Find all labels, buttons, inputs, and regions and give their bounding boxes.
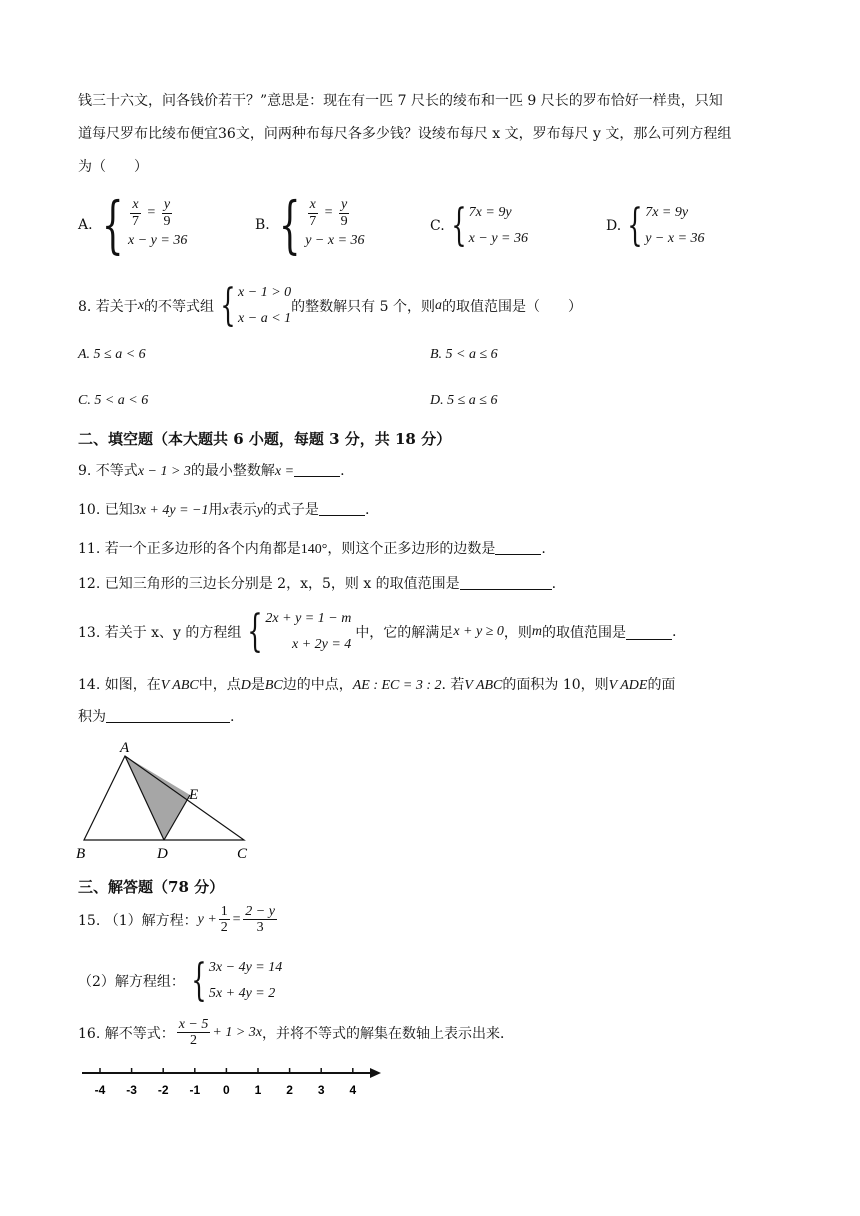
section-2-title: 二、填空题（本大题共 6 小题，每题 3 分，共 18 分） [78,430,452,448]
q12: 12. 已知三角形的三边长分别是 2，x，5，则 x 的取值范围是 . [78,576,557,592]
tick-label: -1 [189,1083,201,1097]
tick-label: 1 [254,1083,262,1097]
intro-line-2: 道每尺罗布比绫布便宜36文，问两种布每尺各多少钱？设绫布每尺 x 文，罗布每尺 y 文，那么可列方程组 [78,126,732,142]
tick-label: 3 [317,1083,325,1097]
label-a: A [120,740,130,756]
inequality-system: { x − 1 > 0 x − a < 1 [220,280,292,331]
q8-stem: 8. 若关于 x 的不等式组 { x − 1 > 0 x − a < 1 的整数解只有 5 个，则 a 的取值范围是（ ） [78,280,582,331]
equation-system: { 7x = 9y x − y = 36 [450,200,528,251]
answer-blank[interactable] [319,501,365,516]
arrow-head-icon [370,1068,381,1078]
equation-system: { $\frac{x}{7}$ = $\frac{y}{9}$ y − x = 36 [278,188,365,261]
equation-system: { 2x + y = 1 − m x + 2y = 4 [247,606,352,657]
q7-option-c[interactable]: C. { 7x = 9y x − y = 36 [430,200,528,251]
answer-blank[interactable] [495,540,541,555]
equation-system: { 7x = 9y y − x = 36 [627,200,705,251]
q8-option-b[interactable]: B. 5 < a ≤ 6 [430,347,498,362]
triangle-figure [70,735,260,865]
tick-label: -3 [126,1083,137,1097]
q15-part-2: （2）解方程组： { 3x − 4y = 14 5x + 4y = 2 [78,955,283,1006]
q14-line-2: 积为 . [78,709,235,725]
tick-label: 2 [286,1083,293,1097]
intro-line-3: 为（ ） [78,159,148,175]
q7-option-a[interactable]: A. { $\frac{x}{7}$ = $\frac{y}{9}$ x − y = 36 [78,188,188,261]
q8-option-d[interactable]: D. 5 ≤ a ≤ 6 [430,393,498,408]
q11: 11. 若一个正多边形的各个内角都是140°，则这个正多边形的边数是 . [78,541,546,557]
q10: 10. 已知3x + 4y = −1用x表示y的式子是 . [78,502,370,518]
label-b: B [76,846,86,862]
q15-part-1: 15. （1）解方程： y + $\frac{1}{2}$ = $\frac{2 - y}{3}$ [78,904,275,936]
q8-option-c[interactable]: C. 5 < a < 6 [78,393,149,408]
equation-system: { 3x − 4y = 14 5x + 4y = 2 [191,955,283,1006]
q16: 16. 解不等式： $\frac{x - 5}{2}$ + 1 > 3x ，并将不等式的解集在数轴上表示出来． [78,1017,514,1049]
equation-system: { $\frac{x}{7}$ = $\frac{y}{9}$ x − y = 36 [101,188,188,261]
answer-blank[interactable] [626,625,672,640]
q14-line-1: 14. 如图，在V ABC中，点D是BC边的中点，AE : EC = 3 : 2. 若V ABC的面积为 10，则V ADE的面 [78,677,676,693]
answer-blank[interactable] [460,575,552,590]
tick-label: 0 [223,1083,230,1097]
answer-blank[interactable] [294,462,340,477]
label-c: C [237,846,248,862]
label-d: D [157,846,168,862]
tick-label: -4 [94,1083,106,1097]
label-e: E [189,787,199,803]
answer-blank[interactable] [106,708,230,723]
q7-option-b[interactable]: B. { $\frac{x}{7}$ = $\frac{y}{9}$ y − x = 36 [255,188,365,261]
section-3-title: 三、解答题（78 分） [78,878,225,896]
q9: 9. 不等式x − 1 > 3的最小整数解x = . [78,463,345,479]
q8-option-a[interactable]: A. 5 ≤ a < 6 [78,347,146,362]
q13: 13. 若关于 x、y 的方程组 { 2x + y = 1 − m x + 2y = 4 中，它的解满足 x + y ≥ 0 ，则 m 的取值范围是 . [78,606,677,657]
tick-label: -2 [157,1083,169,1097]
intro-line-1: 钱三十六文，问各钱价若干？”意思是：现在有一匹 7 尺长的绫布和一匹 9 尺长的罗布恰好一样贵，只知 [78,93,723,109]
tick-label: 4 [349,1083,357,1097]
number-line[interactable] [78,1062,388,1102]
q7-option-d[interactable]: D. { 7x = 9y y − x = 36 [606,200,705,251]
